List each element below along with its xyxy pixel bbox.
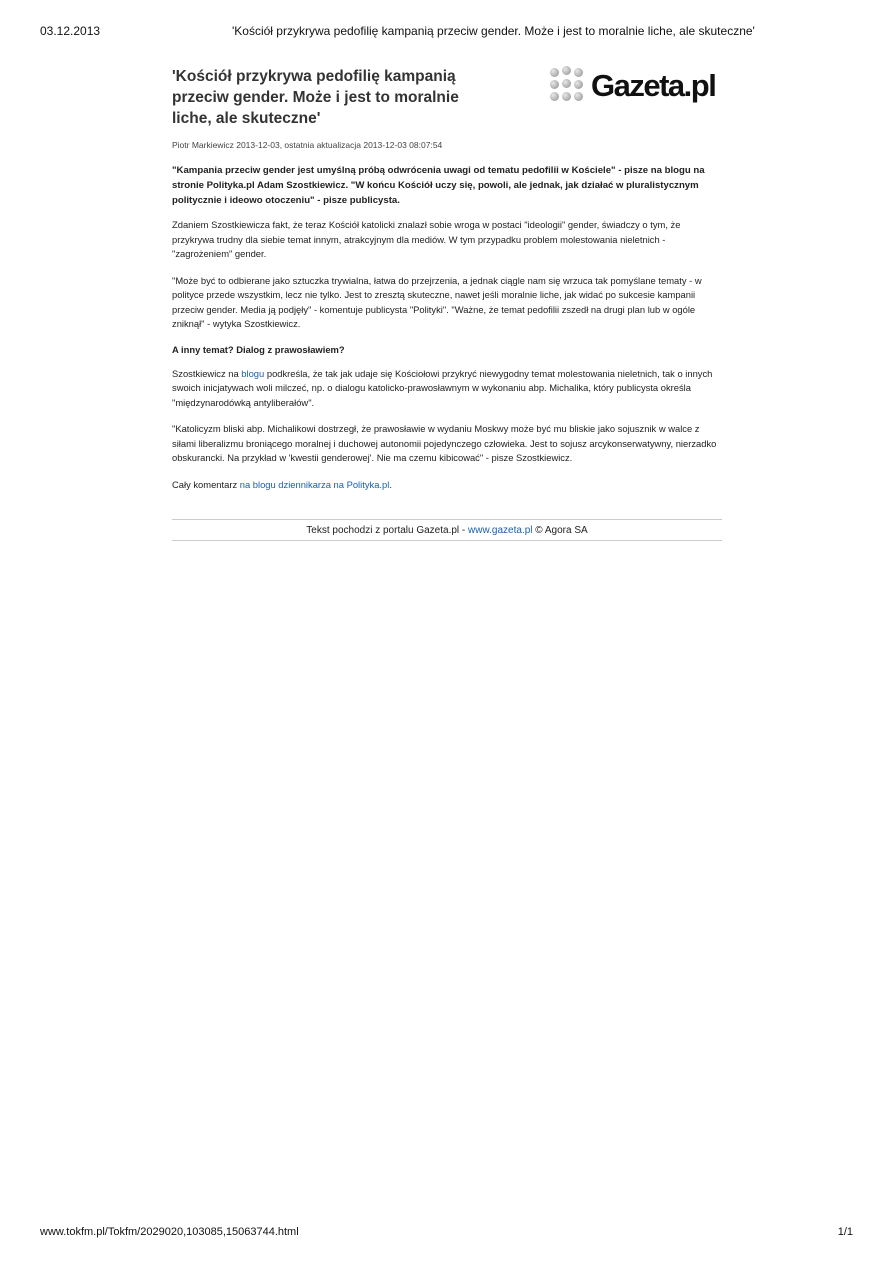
page-number: 1/1 xyxy=(837,1226,853,1238)
paragraph-3: Szostkiewicz na blogu podkreśla, że tak jak udaje się Kościołowi przykryć niewygodny temat molestowania nieletnich, tak o innych swoich inicjatywach woli milczeć, np. o dialogu katolicko-prawosławnym w wykonaniu abp. Michalika, który publicysta określa "międzynarodówką antyliberałów". xyxy=(172,367,713,408)
print-url: www.tokfm.pl/Tokfm/2029020,103085,15063744.html xyxy=(40,1226,299,1238)
blog-link[interactable]: blogu xyxy=(241,367,265,379)
section-heading: A inny temat? Dialog z prawosławiem? xyxy=(172,343,345,355)
gazeta-link[interactable]: www.gazeta.pl xyxy=(468,525,533,536)
article-header xyxy=(172,66,722,128)
logo-text: Gazeta.pl xyxy=(591,68,716,103)
paragraph-5: Cały komentarz na blogu dziennikarza na Polityka.pl. xyxy=(172,478,392,490)
gazeta-logo[interactable] xyxy=(550,66,722,106)
print-page-title: 'Kościół przykrywa pedofilię kampanią przeciw gender. Może i jest to moralnie liche, ale skuteczne' xyxy=(232,24,755,38)
article-lead: "Kampania przeciw gender jest umyślną próbą odwrócenia uwagi od tematu pedofilii w Kościele" - pisze na blogu na stronie Polityka.pl Adam Szostkiewicz. "W końcu Kościół uczy się, powoli, ale jednak, jak działać w pluralistycznym politycznie i ideowo otoczeniu" - pisze publicysta. xyxy=(172,165,705,206)
logo-dots-icon xyxy=(550,66,584,102)
article-byline: Piotr Markiewicz 2013-12-03, ostatnia aktualizacja 2013-12-03 08:07:54 xyxy=(172,140,443,150)
paragraph-2: "Może być to odbierane jako sztuczka trywialna, łatwa do przejrzenia, a jednak ciągle nam się wrzuca tak pomyślane tematy - w polityce przede wszystkim, lecz nie tylko. Jest to zresztą skuteczne, nawet jeśli moralnie liche, jak widać po sukcesie kampanii przeciw gender. Media ją podjęły" - komentuje publicysta "Polityki". "Ważne, że temat pedofilii zszedł na drugi plan lub w ogóle zniknął" - wytyka Szostkiewicz. xyxy=(172,274,702,329)
print-date: 03.12.2013 xyxy=(40,24,101,38)
article xyxy=(172,66,722,541)
paragraph-1: Zdaniem Szostkiewicza fakt, że teraz Kościół katolicki znalazł sobie wroga w postaci "ideologii" gender, świadczy o tym, że przykrywa trudny dla siebie temat innym, atrakcyjnym dla mediów. W tym przypadku problem molestowania nieletnich - "zagrożeniem" gender. xyxy=(172,219,681,259)
source-note: Tekst pochodzi z portalu Gazeta.pl - www.gazeta.pl © Agora SA xyxy=(172,519,722,541)
polityka-blog-link[interactable]: na blogu dziennikarza na Polityka.pl xyxy=(239,478,390,490)
paragraph-4: "Katolicyzm bliski abp. Michalikowi dostrzegł, że prawosławie w wydaniu Moskwy może być mu bliskie jako sojusznik w walce z siłami liberalizmu broniącego moralnej i duchowej autonomii pojedynczego człowieka. Jest to sojusz arcykonserwatywny, nierzadko obskurancki. Na przykład w 'kwestii genderowej'. Nie ma czemu kibicować" - pisze Szostkiewicz. xyxy=(172,423,717,463)
article-title: 'Kościół przykrywa pedofilię kampanią przeciw gender. Może i jest to moralnie liche, ale skuteczne' xyxy=(172,68,459,127)
